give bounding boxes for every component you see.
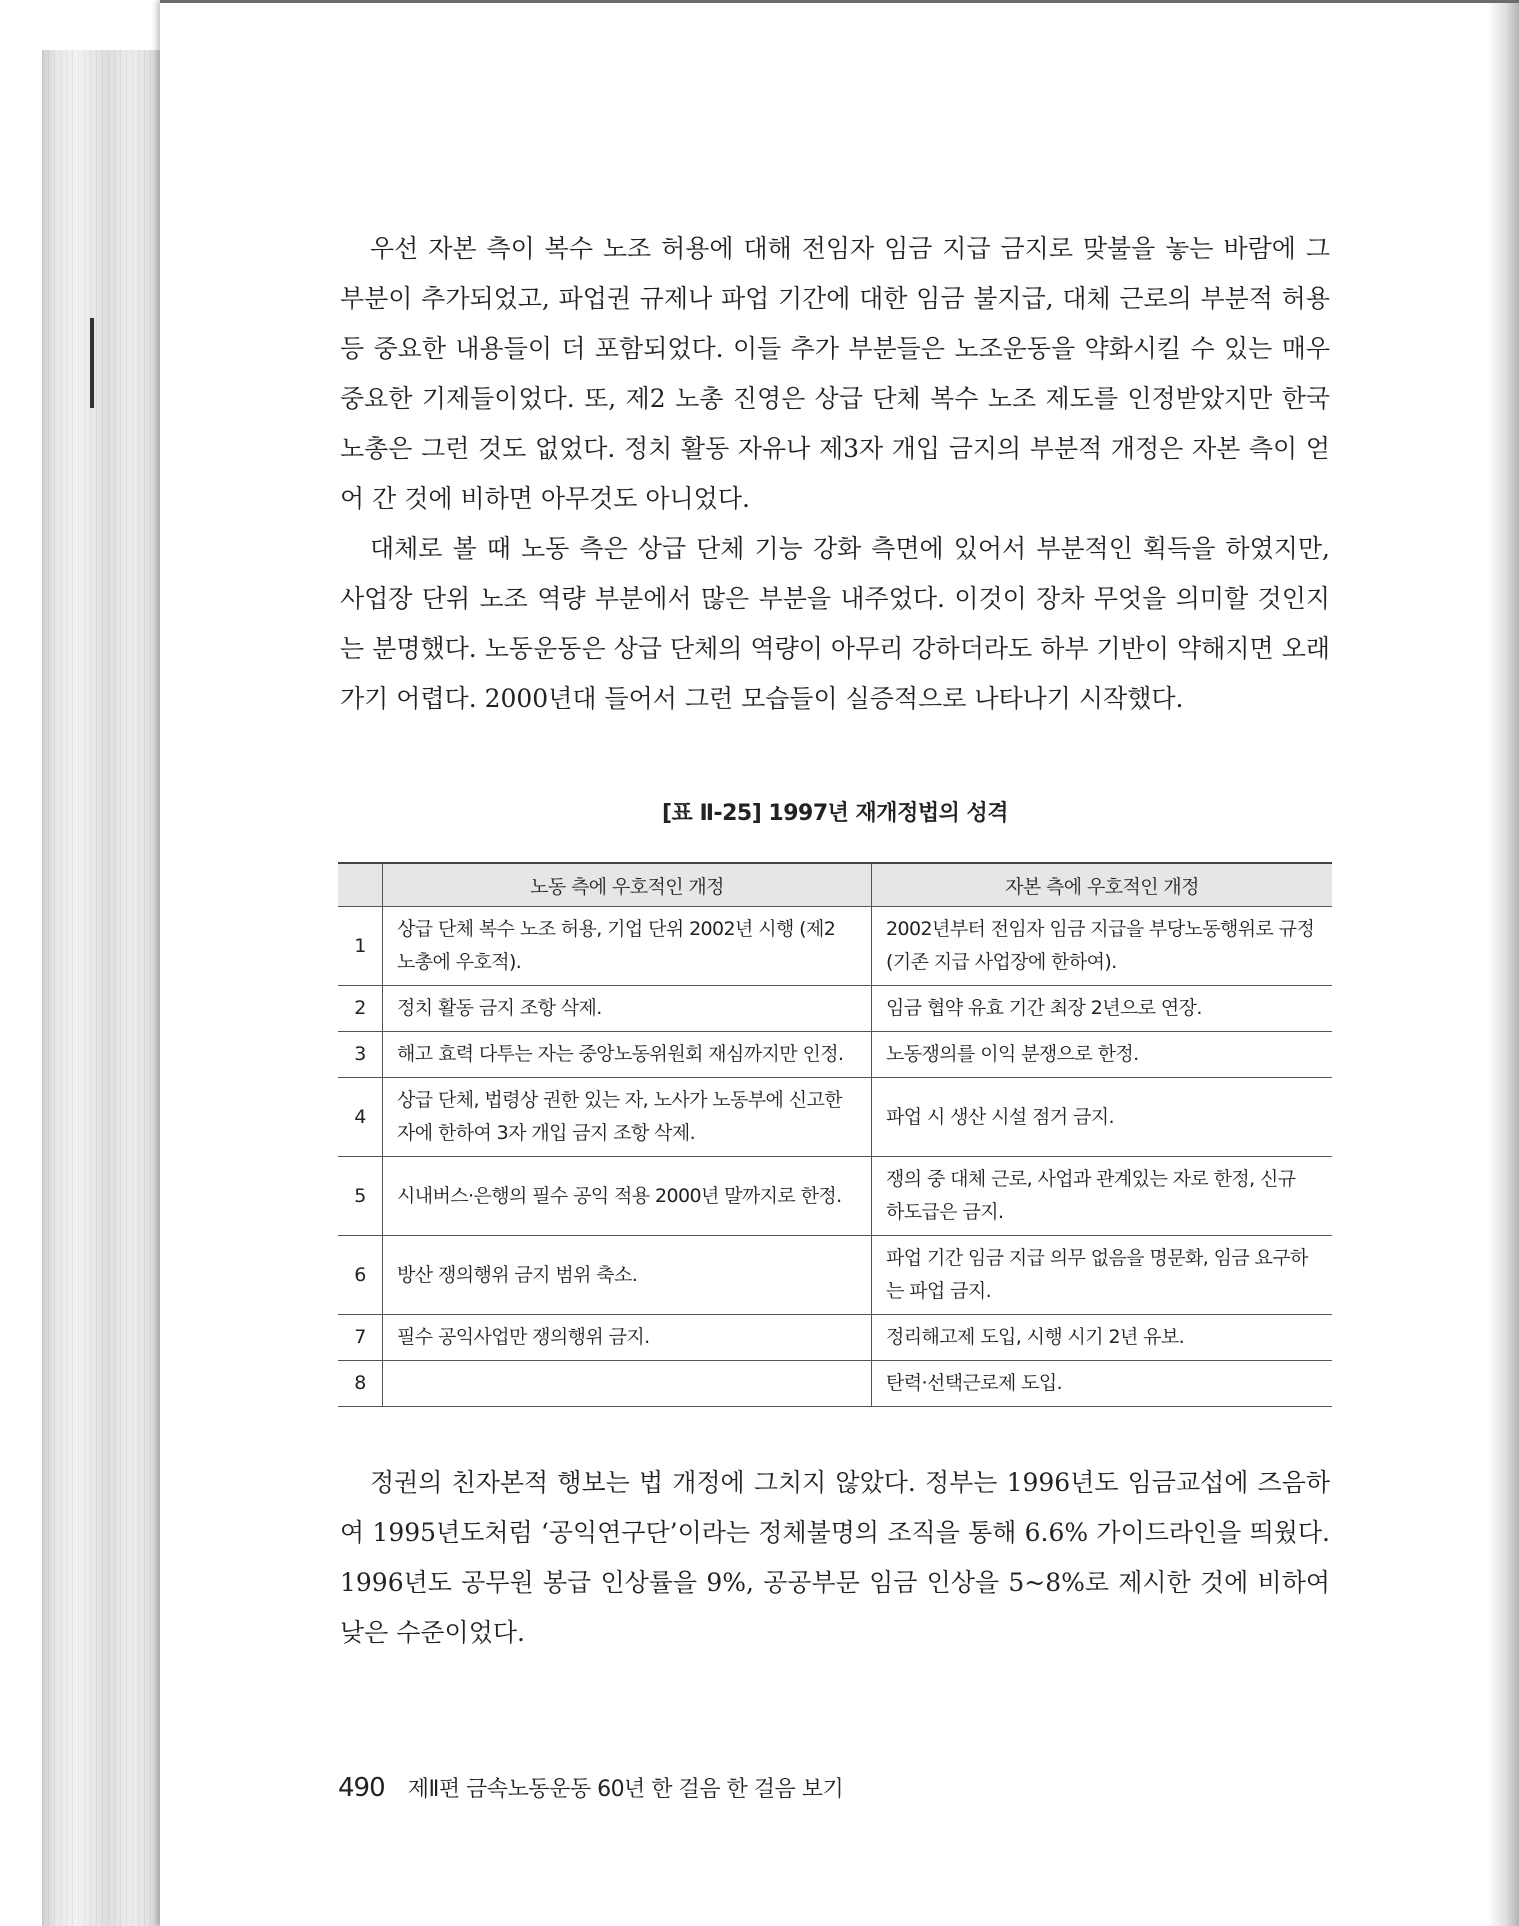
body-paragraph-3: 정권의 친자본적 행보는 법 개정에 그치지 않았다. 정부는 1996년도 임금교섭에 즈음하여 1995년도처럼 ‘공익연구단’이라는 정체불명의 조직을 통해 6.6% 가이드라인을 띄웠다. 1996년도 공무원 봉급 인상률을 9%, 공공부문 임금 인상을 5~8%로 제시한 것에 비하여 낮은 수준이었다.	[340, 1468, 1330, 1647]
page-gutter-shadow	[1487, 0, 1519, 1926]
row-number: 8	[338, 1361, 383, 1407]
capital-cell: 탄력·선택근로제 도입.	[872, 1361, 1333, 1407]
table-row	[338, 1032, 1332, 1078]
law-revision-table	[338, 862, 1332, 1407]
capital-cell: 파업 기간 임금 지급 의무 없음을 명문화, 임금 요구하는 파업 금지.	[872, 1236, 1333, 1315]
table-row	[338, 986, 1332, 1032]
capital-cell: 노동쟁의를 이익 분쟁으로 한정.	[872, 1032, 1333, 1078]
header-capital-favorable: 자본 측에 우호적인 개정	[872, 863, 1333, 907]
running-title: 제Ⅱ편 금속노동운동 60년 한 걸음 한 걸음 보기	[407, 1777, 844, 1802]
capital-cell: 파업 시 생산 시설 점거 금지.	[872, 1078, 1333, 1157]
page-footer	[338, 1772, 843, 1803]
labor-cell: 정치 활동 금지 조항 삭제.	[383, 986, 872, 1032]
labor-cell: 필수 공익사업만 쟁의행위 금지.	[383, 1315, 872, 1361]
capital-cell: 임금 협약 유효 기간 최장 2년으로 연장.	[872, 986, 1333, 1032]
row-number: 5	[338, 1157, 383, 1236]
page-number: 490	[338, 1773, 385, 1803]
capital-cell: 2002년부터 전임자 임금 지급을 부당노동행위로 규정(기존 지급 사업장에 한하여).	[872, 907, 1333, 986]
row-number: 4	[338, 1078, 383, 1157]
row-number: 3	[338, 1032, 383, 1078]
labor-cell	[383, 1361, 872, 1407]
table-row	[338, 1157, 1332, 1236]
table-row	[338, 1315, 1332, 1361]
table-row	[338, 907, 1332, 986]
labor-cell: 상급 단체 복수 노조 허용, 기업 단위 2002년 시행 (제2 노총에 우호적).	[383, 907, 872, 986]
table-row	[338, 1361, 1332, 1407]
table-row	[338, 1236, 1332, 1315]
table-header-row	[338, 863, 1332, 907]
book-page-edges	[42, 50, 162, 1926]
labor-cell: 시내버스·은행의 필수 공익 적용 2000년 말까지로 한정.	[383, 1157, 872, 1236]
spine-bookmark-mark	[90, 318, 94, 408]
labor-cell: 상급 단체, 법령상 권한 있는 자, 노사가 노동부에 신고한 자에 한하여 3자 개입 금지 조항 삭제.	[383, 1078, 872, 1157]
table-caption: [표 Ⅱ-25] 1997년 재개정법의 성격	[662, 801, 1008, 826]
row-number: 6	[338, 1236, 383, 1315]
page-top-edge	[160, 0, 1519, 3]
body-paragraph-1: 우선 자본 측이 복수 노조 허용에 대해 전임자 임금 지급 금지로 맞불을 놓는 바람에 그 부분이 추가되었고, 파업권 규제나 파업 기간에 대한 임금 불지급, 대체 근로의 부분적 허용 등 중요한 내용들이 더 포함되었다. 이들 추가 부분들은 노조운동을 약화시킬 수 있는 매우 중요한 기제들이었다. 또, 제2 노총 진영은 상급 단체 복수 노조 제도를 인정받았지만 한국노총은 그런 것도 없었다. 정치 활동 자유나 제3자 개입 금지의 부분적 개정은 자본 측이 얻어 간 것에 비하면 아무것도 아니었다.	[340, 234, 1330, 513]
row-number: 7	[338, 1315, 383, 1361]
row-number: 2	[338, 986, 383, 1032]
header-number	[338, 863, 383, 907]
labor-cell: 방산 쟁의행위 금지 범위 축소.	[383, 1236, 872, 1315]
body-paragraph-2: 대체로 볼 때 노동 측은 상급 단체 기능 강화 측면에 있어서 부분적인 획득을 하였지만, 사업장 단위 노조 역량 부분에서 많은 부분을 내주었다. 이것이 장차 무엇을 의미할 것인지는 분명했다. 노동운동은 상급 단체의 역량이 아무리 강하더라도 하부 기반이 약해지면 오래 가기 어렵다. 2000년대 들어서 그런 모습들이 실증적으로 나타나기 시작했다.	[340, 534, 1330, 713]
table-row	[338, 1078, 1332, 1157]
capital-cell: 쟁의 중 대체 근로, 사업과 관계있는 자로 한정, 신규 하도급은 금지.	[872, 1157, 1333, 1236]
labor-cell: 해고 효력 다투는 자는 중앙노동위원회 재심까지만 인정.	[383, 1032, 872, 1078]
header-labor-favorable: 노동 측에 우호적인 개정	[383, 863, 872, 907]
row-number: 1	[338, 907, 383, 986]
capital-cell: 정리해고제 도입, 시행 시기 2년 유보.	[872, 1315, 1333, 1361]
